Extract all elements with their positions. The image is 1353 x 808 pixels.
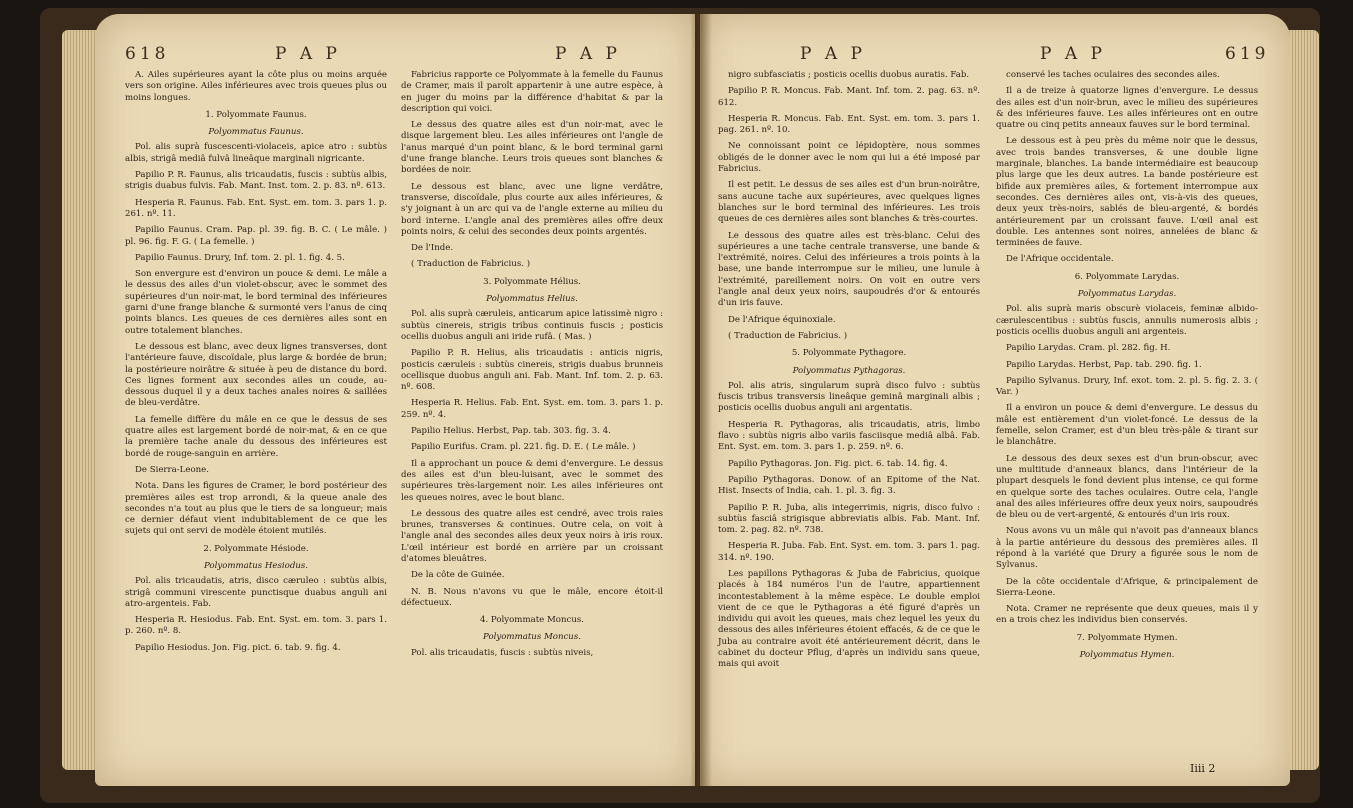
left-col1-para: De Sierra-Leone.: [135, 464, 209, 475]
left-col2-para: Il a approchant un pouce & demi d'envergure. Le dessus des ailes est d'un bleu-luisant, avec le sommet des supérieures très-largement noir. Les ailes inférieures ont les queues noires, avec le bout blanc.: [401, 458, 663, 503]
right-col1-para: ( Traduction de Fabricius. ): [728, 330, 848, 341]
right-col2-para: Il a environ un pouce & demi d'envergure. Le dessus du mâle est entièrement d'un violet-foncé. Le dessus de la femelle, selon Cramer, est d'un bleu très-pâle & tirant sur le blanchâtre.: [996, 403, 1258, 448]
left-col1-para: Pol. alis suprà fuscescenti-violaceis, apice atro : subtùs albis, strigâ mediâ fulvâ lineâque marginali nigricante.: [125, 142, 387, 164]
left-col1-para: Papilio P. R. Faunus, alis tricaudatis, fuscis : subtùs albis, strigis duabus fulvis. Fab. Mant. Inst. tom. 2. p. 83. nº. 613.: [125, 170, 387, 192]
left-col2-para: N. B. Nous n'avons vu que le mâle, encore étoit-il défectueux.: [401, 586, 663, 608]
right-col1-para: Ne connoissant point ce lépidoptère, nous sommes obligés de le donner avec le nom qui lui a été imposé par Fabricius.: [718, 141, 980, 175]
left-col2-para: ( Traduction de Fabricius. ): [411, 259, 531, 270]
left-col1-para: A. Ailes supérieures ayant la côte plus ou moins arquée vers son origine. Ailes inférieures avec trois queues plus ou moins longues.: [125, 70, 387, 103]
right-col1-para: Hesperia R. Pythagoras, alis tricaudatis, atris, limbo flavo : subtùs nigris albo variis fasciisque mediâ albâ. Fab. Ent. Syst. em. tom. 3. pars 1. p. 259. nº. 6.: [718, 419, 980, 453]
signature-mark: Iiii 2: [1190, 762, 1216, 775]
running-head-left-b: P A P: [555, 44, 621, 64]
left-col2-para: 3. Polyommate Hélius.: [483, 276, 581, 287]
left-col2-para: Polyommatus Moncus.: [483, 632, 581, 643]
page-number-right: 619: [1225, 44, 1270, 64]
right-col2-para: Il a de treize à quatorze lignes d'envergure. Le dessus des ailes est d'un noir-brun, avec le milieu des supérieures & des inférieures fauve. Les ailes inférieures ont en outre quatre ou cinq petits anneaux fauves sur le bord terminal.: [996, 86, 1258, 131]
running-head-right-a: P A P: [800, 44, 866, 64]
left-col1-para: Polyommatus Hesiodus.: [203, 560, 309, 571]
left-column-1: [125, 70, 387, 659]
running-head-right-b: P A P: [1040, 44, 1106, 64]
left-col1-para: Son envergure est d'environ un pouce & demi. Le mâle a le dessus des ailes d'un violet-obscur, avec le sommet des supérieures d'un noir-mat, le bord terminal des inférieures garni d'une frange blanche & surmonté vers l'anus de cinq points blancs. Les queues de ces dernières ailes sont en outre totalement blanches.: [125, 269, 387, 336]
right-col1-para: Polyommatus Pythagoras.: [792, 365, 906, 376]
left-page: [95, 14, 695, 786]
right-col2-para: Le dessous des deux sexes est d'un brun-obscur, avec une multitude d'anneaux blancs, dans l'intérieur de la plupart desquels le fond devient plus intense, ce qui forme en quelque sorte des taches oculaires. Outre cela, l'angle anal des ailes inférieures offre deux yeux noirs, saupoudrés de bleu ou de vert-argenté, & entourés d'un iris roux.: [996, 453, 1258, 521]
right-col2-para: 7. Polyommate Hymen.: [1076, 632, 1178, 643]
left-col2-para: Papilio P. R. Helius, alis tricaudatis : anticis nigris, posticis cæruleis : subtùs cinereis, strigis duabus brunneis ocellisque duobus anguli ani. Fab. Mant. Inf. tom. 2. p. 63. nº. 608.: [401, 348, 663, 393]
right-col2-para: Polyommatus Hymen.: [1079, 650, 1175, 661]
right-col1-para: nigro subfasciatis ; posticis ocellis duobus auratis. Fab.: [728, 70, 970, 80]
left-col2-para: 4. Polyommate Moncus.: [479, 615, 584, 626]
book-gutter: [690, 14, 712, 786]
left-column-2: [401, 70, 663, 664]
left-col2-para: Le dessous est blanc, avec une ligne verdâtre, transverse, discoïdale, plus courte aux ailes inférieures, & s'y joignant à un arc qui va de l'angle externe au milieu du bord interne. L'angle anal des premières ailes offre deux points noirs, & celui des secondes deux points argentés.: [401, 181, 663, 237]
right-col2-para: conservé les taches oculaires des secondes ailes.: [1006, 70, 1220, 80]
left-col1-para: Polyommatus Faunus.: [208, 127, 304, 138]
right-col1-para: Papilio P. R. Juba, alis integerrimis, nigris, disco fulvo : subtùs fasciâ strigisque abbreviatis albis. Fab. Mant. Inf. tom. 2. pag. 82. nº. 738.: [718, 502, 980, 536]
left-col2-para: Fabricius rapporte ce Polyommate à la femelle du Faunus de Cramer, mais il paroît appartenir à une autre espèce, à en juger du moins par la différence d'habitat & par la description qui voici.: [401, 70, 663, 114]
left-col2-para: De la côte de Guinée.: [411, 570, 505, 581]
right-col2-para: De la côte occidentale d'Afrique, & principalement de Sierra-Leone.: [996, 576, 1258, 598]
right-col2-para: Papilio Larydas. Cram. pl. 282. fig. H.: [1006, 343, 1171, 354]
right-col1-para: Hesperia R. Juba. Fab. Ent. Syst. em. tom. 3. pars 1. pag. 314. nº. 190.: [718, 541, 980, 563]
right-column-2: [996, 70, 1258, 665]
left-col1-para: Papilio Faunus. Cram. Pap. pl. 39. fig. B. C. ( Le mâle. ) pl. 96. fig. F. G. ( La femelle. ): [125, 225, 387, 247]
right-column-1: [718, 70, 980, 676]
left-col1-para: Hesperia R. Faunus. Fab. Ent. Syst. em. tom. 3. pars 1. p. 261. nº. 11.: [125, 197, 387, 219]
left-col2-para: Pol. alis suprà cæruleis, anticarum apice latissimè nigro : subtùs cinereis, strigis tribus continuis fuscis ; posticis ocellis duobus anguli ani iride rufâ. ( Mas. ): [401, 309, 663, 342]
left-col2-para: Le dessous des quatre ailes est cendré, avec trois raies brunes, transverses & continues. Outre cela, on voit à l'angle anal des secondes ailes deux yeux noirs à iris roux. L'œil intérieur est bordé en arrière par un croissant d'atomes bleuâtres.: [401, 508, 663, 564]
right-col1-para: Papilio Pythagoras. Jon. Fig. pict. 6. tab. 14. fig. 4.: [728, 458, 948, 469]
right-col2-para: Nota. Cramer ne représente que deux queues, mais il y en a trois chez les individus bien conservés.: [996, 604, 1258, 626]
right-col1-para: Les papillons Pythagoras & Juba de Fabricius, quoique placés à 184 numéros l'un de l'autre, appartiennent incontestablement à la même espèce. Le double emploi vient de ce que le Pythagoras a été figuré d'après un individu qui avoit les queues, mais chez lequel les yeux du dessous des ailes inférieures étoient effacés, & de ce que le Juba au contraire avoit été antérieurement décrit, dans le cabinet du docteur Pflug, d'après un individu sans queue, mais qui avoit: [718, 568, 980, 670]
right-col2-para: Nous avons vu un mâle qui n'avoit pas d'anneaux blancs à la partie antérieure du dessous des premières ailes. Il répond à la variété que Drury a figurée sous le nom de Sylvanus.: [996, 526, 1258, 571]
right-col2-para: Papilio Larydas. Herbst, Pap. tab. 290. fig. 1.: [1006, 359, 1202, 370]
running-head-left-a: P A P: [275, 44, 341, 64]
left-col2-para: Le dessus des quatre ailes est d'un noir-mat, avec le disque largement bleu. Les ailes inférieures ont l'angle de l'anus marqué d'un point blanc, & le bord terminal garni d'une frange blanche. Leurs trois queues sont blanches & bordées de noir.: [401, 120, 663, 176]
left-col1-para: Hesperia R. Hesiodus. Fab. Ent. Syst. em. tom. 3. pars 1. p. 260. nº. 8.: [125, 615, 387, 637]
page-number-left: 618: [125, 44, 170, 64]
right-col2-para: Papilio Sylvanus. Drury, Inf. exot. tom. 2. pl. 5. fig. 2. 3. ( Var. ): [996, 375, 1258, 398]
right-col2-para: De l'Afrique occidentale.: [1006, 254, 1114, 265]
left-col2-para: Polyommatus Helius.: [486, 294, 578, 305]
left-col2-para: Pol. alis tricaudatis, fuscis : subtùs niveis,: [411, 647, 594, 658]
left-col1-para: Papilio Hesiodus. Jon. Fig. pict. 6. tab. 9. fig. 4.: [135, 642, 341, 653]
left-col1-para: 1. Polyommate Faunus.: [205, 109, 307, 120]
right-col2-para: 6. Polyommate Larydas.: [1074, 271, 1180, 282]
right-col2-para: Pol. alis suprà maris obscurè violaceis, feminæ albido-cærulescentibus : subtùs fuscis, annulis numerosis albis ; posticis ocellis duobus anguli ani argenteis.: [996, 304, 1258, 337]
left-col2-para: Hesperia R. Helius. Fab. Ent. Syst. em. tom. 3. pars 1. p. 259. nº. 4.: [401, 398, 663, 420]
right-col1-para: Pol. alis atris, singularum suprà disco fulvo : subtùs fuscis tribus transversis lineâque geminâ marginali albis ; posticis ocellis duobus anguli ani argentatis.: [718, 380, 980, 414]
left-col2-para: De l'Inde.: [411, 243, 454, 254]
left-col1-para: La femelle diffère du mâle en ce que le dessus de ses quatre ailes est largement bordé de noir-mat, & en ce que la première tache anale du dessous des inférieures est bordé de rouge-sanguin en arrière.: [125, 414, 387, 459]
right-col1-para: De l'Afrique équinoxiale.: [728, 314, 836, 325]
right-col1-para: Papilio P. R. Moncus. Fab. Mant. Inf. tom. 2. pag. 63. nº. 612.: [718, 86, 980, 108]
left-col1-para: Le dessous est blanc, avec deux lignes transverses, dont l'antérieure fauve, discoïdale, plus large & bordée de brun; la postérieure noirâtre & située à peu de distance du bord. Ces lignes forment aux secondes ailes un coude, au-dessous duquel il y a deux taches anales noires & saillées de bleu-verdâtre.: [125, 341, 387, 409]
left-col1-para: Nota. Dans les figures de Cramer, le bord postérieur des premières ailes est trop arrondi, & la queue anale des secondes n'a tout au plus que le tiers de sa longueur; mais ce dernier défaut vient indubitablement de ce que les sujets qui ont servi de modèle étoient mutilés.: [125, 481, 387, 537]
right-col1-para: Hesperia R. Moncus. Fab. Ent. Syst. em. tom. 3. pars 1. pag. 261. nº. 10.: [718, 113, 980, 136]
left-col1-para: 2. Polyommate Hésiode.: [203, 543, 309, 554]
right-col2-para: Le dessous est à peu près du même noir que le dessus, avec trois bandes transverses, & une double ligne marginale, blanches. La bande intermédiaire est beaucoup plus large que les deux autres. La bande postérieure est bifide aux premières ailes, & fortement interrompue aux secondes. Ces dernières ailes ont, vis-à-vis des queues, deux yeux très-noirs, sablés de bleu-argenté, & bordés antérieurement par un croissant fauve. L'œil anal est double. Les antennes sont noires, annelées de blanc & terminées de fauve.: [996, 136, 1258, 249]
right-col1-para: Papilio Pythagoras. Donow. of an Epitome of the Nat. Hist. Insects of India, cah. 1. pl. 3. fig. 3.: [718, 474, 980, 497]
left-col2-para: Papilio Helius. Herbst, Pap. tab. 303. fig. 3. 4.: [411, 426, 611, 437]
right-page: [700, 14, 1290, 786]
left-col1-para: Pol. alis tricaudatis, atris, disco cæruleo : subtùs albis, strigâ communi virescente punctisque duabus anguli ani atro-argenteis. Fab.: [125, 576, 387, 609]
left-col1-para: Papilio Faunus. Drury, Inf. tom. 2. pl. 1. fig. 4. 5.: [135, 252, 345, 263]
right-col2-para: Polyommatus Larydas.: [1077, 289, 1177, 300]
left-col2-para: Papilio Eurifus. Cram. pl. 221. fig. D. E. ( Le mâle. ): [411, 442, 636, 453]
right-col1-para: Le dessous des quatre ailes est très-blanc. Celui des supérieures a une tache centrale transverse, une bande & l'extrémité, noires. Celui des inférieures a trois points à la base, une bande interrompue sur le milieu, une lunule à l'extrémité, pareillement noirs. On voit en outre vers l'angle anal deux yeux noirs, saupoudrés d'or & entourés d'un iris fauve.: [718, 230, 980, 309]
right-col1-para: 5. Polyommate Pythagore.: [791, 348, 907, 359]
right-col1-para: Il est petit. Le dessus de ses ailes est d'un brun-noirâtre, sans aucune tache aux supérieures, avec quelques lignes blanches sur le bord terminal des inférieures. Les trois queues de ces dernières ailes sont blanches & très-courtes.: [718, 180, 980, 225]
